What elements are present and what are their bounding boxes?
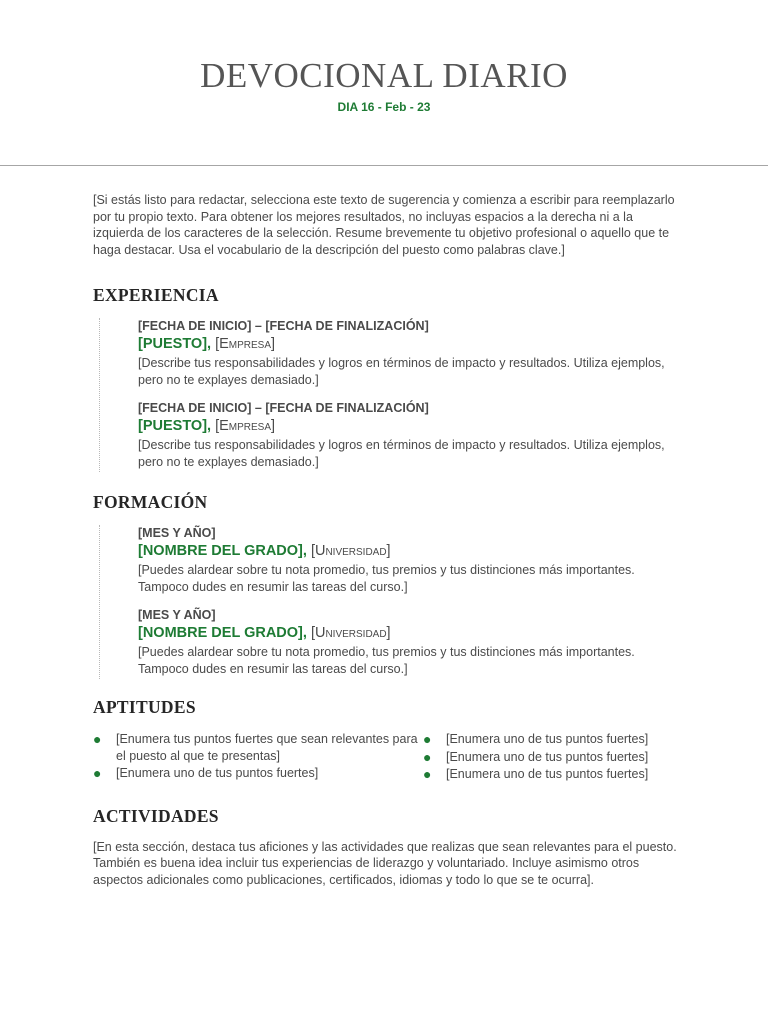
skill-text[interactable]: [Enumera uno de tus puntos fuertes]: [446, 749, 649, 764]
experience-section: [93, 285, 683, 472]
experience-company[interactable]: [Empresa]: [215, 418, 276, 434]
experience-entry: [138, 318, 683, 388]
experience-role: [138, 417, 683, 436]
education-heading[interactable]: FORMACIÓN: [93, 492, 208, 512]
activities-paragraph[interactable]: [En esta sección, destaca tus aficiones y las actividades que realizas que sean relevantes para el puesto. También es buena idea incluir tus experiencias de liderazgo y voluntariado. Incluye asimismo otros aspectos adicionales como publicaciones, certificados, idiomas y todo lo que se te ocurra].: [93, 839, 677, 887]
skill-item: [93, 731, 423, 764]
education-entry: [138, 525, 683, 595]
skills-list-right: [423, 731, 683, 784]
bullet-dot-icon: ●: [93, 731, 102, 747]
bullet-dot-icon: ●: [423, 766, 432, 782]
experience-entry: [138, 400, 683, 470]
experience-position[interactable]: [PUESTO],: [138, 418, 212, 434]
experience-heading[interactable]: EXPERIENCIA: [93, 285, 219, 305]
activities-section: [93, 806, 683, 889]
education-date[interactable]: [MES Y AÑO]: [138, 526, 216, 540]
skill-text[interactable]: [Enumera uno de tus puntos fuertes]: [116, 766, 319, 780]
education-timeline: [99, 525, 683, 679]
bullet-dot-icon: ●: [423, 748, 432, 765]
intro-paragraph[interactable]: [Si estás listo para redactar, selecciona este texto de sugerencia y comienza a escribir para reemplazarlo por tu propio texto. Para obtener los mejores resultados, no incluyas espacios a la derecha ni a la izquierda de los caracteres de la selección. Resume brevemente tu objetivo profesional o aquello que te haga destacar. Usa el vocabulario de la descripción del puesto como palabras clave.]: [93, 193, 675, 257]
experience-dates[interactable]: [FECHA DE INICIO] – [FECHA DE FINALIZACIÓN]: [138, 401, 429, 415]
education-degree-line: [138, 542, 683, 561]
skill-text[interactable]: [Enumera uno de tus puntos fuertes]: [446, 732, 649, 746]
bullet-dot-icon: ●: [423, 731, 432, 747]
education-degree[interactable]: [NOMBRE DEL GRADO],: [138, 625, 307, 641]
education-degree[interactable]: [NOMBRE DEL GRADO],: [138, 543, 307, 559]
education-section: [93, 492, 683, 679]
skill-item: [93, 765, 423, 782]
skills-columns: [93, 731, 683, 784]
education-date[interactable]: [MES Y AÑO]: [138, 608, 216, 622]
document-title[interactable]: DEVOCIONAL DIARIO: [200, 56, 568, 95]
experience-dates[interactable]: [FECHA DE INICIO] – [FECHA DE FINALIZACIÓN]: [138, 319, 429, 333]
education-entry: [138, 607, 683, 677]
education-school[interactable]: [Universidad]: [310, 543, 391, 559]
skill-text[interactable]: [Enumera uno de tus puntos fuertes]: [446, 767, 649, 781]
experience-position[interactable]: [PUESTO],: [138, 336, 212, 352]
skills-list-left: [93, 731, 423, 784]
document-header: [0, 56, 768, 114]
header-divider: [0, 165, 768, 166]
skill-item: [423, 731, 683, 748]
skill-item: [423, 766, 683, 783]
education-degree-line: [138, 624, 683, 643]
bullet-dot-icon: ●: [93, 765, 102, 781]
experience-role: [138, 335, 683, 354]
education-description[interactable]: [Puedes alardear sobre tu nota promedio, tus premios y tus distinciones más importantes. Tampoco dudes en resumir las tareas del curso.]: [138, 645, 635, 676]
skills-section: [93, 697, 683, 784]
skills-heading[interactable]: APTITUDES: [93, 697, 196, 717]
skill-text[interactable]: [Enumera tus puntos fuertes que sean relevantes para el puesto al que te presentas]: [116, 732, 418, 763]
activities-heading[interactable]: ACTIVIDADES: [93, 805, 219, 826]
education-school[interactable]: [Universidad]: [310, 625, 391, 641]
experience-timeline: [99, 318, 683, 472]
experience-description[interactable]: [Describe tus responsabilidades y logros en términos de impacto y resultados. Utiliza ejemplos, pero no te explayes demasiado.]: [138, 356, 665, 387]
document-body: [93, 192, 683, 888]
education-description[interactable]: [Puedes alardear sobre tu nota promedio, tus premios y tus distinciones más importantes. Tampoco dudes en resumir las tareas del curso.]: [138, 563, 635, 594]
skill-item: [423, 749, 683, 766]
document-subtitle[interactable]: DIA 16 - Feb - 23: [337, 100, 431, 114]
experience-description[interactable]: [Describe tus responsabilidades y logros en términos de impacto y resultados. Utiliza ejemplos, pero no te explayes demasiado.]: [138, 438, 665, 469]
experience-company[interactable]: [Empresa]: [215, 336, 276, 352]
